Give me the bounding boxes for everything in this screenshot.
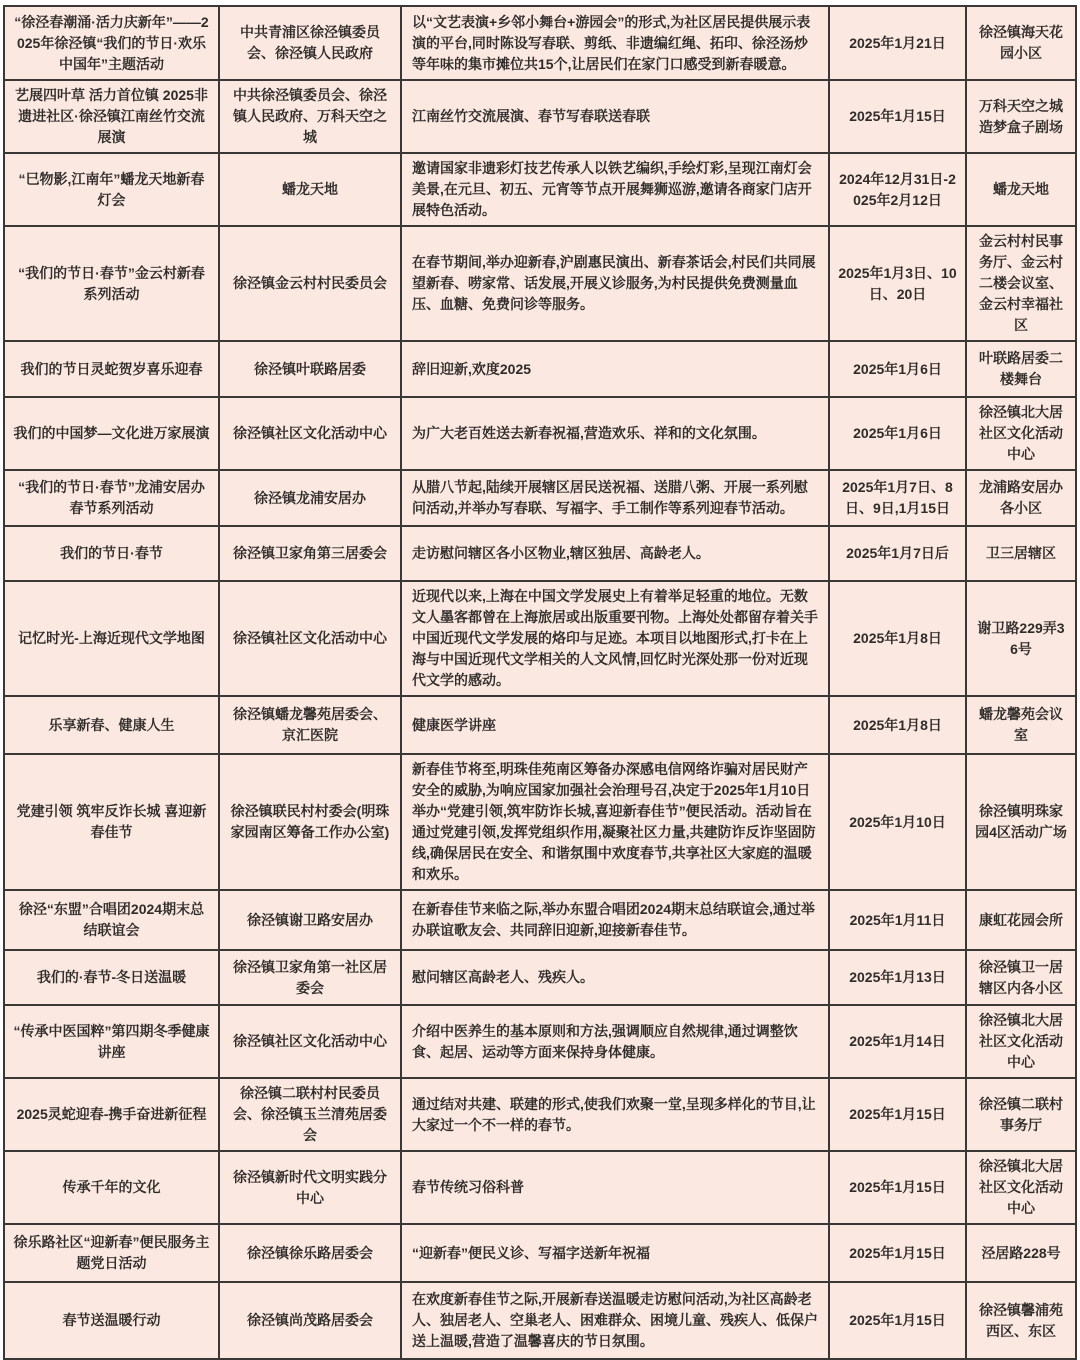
location-cell: 徐泾镇二联村事务厅 <box>966 1078 1076 1151</box>
content-cell: “迎新春”便民义诊、写福字送新年祝福 <box>401 1224 829 1282</box>
date-cell: 2025年1月6日 <box>829 341 966 397</box>
activity-cell: “我们的节日·春节”龙浦安居办春节系列活动 <box>4 470 219 526</box>
table-row <box>4 1282 1076 1359</box>
table-row <box>4 1151 1076 1224</box>
table-row <box>4 581 1076 696</box>
activity-cell: 春节送温暖行动 <box>4 1282 219 1359</box>
activity-cell: 艺展四叶草 活力首位镇 2025非遗进社区·徐泾镇江南丝竹交流展演 <box>4 80 219 153</box>
content-cell: 以“文艺表演+乡邻小舞台+游园会”的形式,为社区居民提供展示表演的平台,同时陈设写春联、剪纸、非遗编红绳、拓印、徐泾汤炒等年味的集市摊位共15个,让居民们在家门口感受到新春暖意。 <box>401 6 829 80</box>
table-row <box>4 80 1076 153</box>
table-row <box>4 950 1076 1005</box>
organizer-cell: 徐泾镇卫家角第一社区居委会 <box>219 950 401 1005</box>
table-row <box>4 1224 1076 1282</box>
organizer-cell: 徐泾镇龙浦安居办 <box>219 470 401 526</box>
table-row <box>4 696 1076 754</box>
content-cell: 介绍中医养生的基本原则和方法,强调顺应自然规律,通过调整饮食、起居、运动等方面来保持身体健康。 <box>401 1005 829 1078</box>
date-cell: 2025年1月15日 <box>829 1224 966 1282</box>
table-row <box>4 1005 1076 1078</box>
location-cell: 徐泾镇海天花园小区 <box>966 6 1076 80</box>
date-cell: 2025年1月8日 <box>829 696 966 754</box>
content-cell: 近现代以来,上海在中国文学发展史上有着举足轻重的地位。无数文人墨客都曾在上海旅居或出版重要刊物。上海处处都留存着关手中国近现代文学发展的烙印与足迹。本项目以地图形式,打卡在上海与中国近现代文学相关的人文风情,回忆时光深处那一份对近现代文学的感动。 <box>401 581 829 696</box>
content-cell: 从腊八节起,陆续开展辖区居民送祝福、送腊八粥、开展一系列慰问活动,并举办写春联、写福字、手工制作等系列迎春节活动。 <box>401 470 829 526</box>
activity-cell: 我们的节日·春节 <box>4 526 219 581</box>
events-table <box>3 5 1077 1360</box>
organizer-cell: 中共徐泾镇委员会、徐泾镇人民政府、万科天空之城 <box>219 80 401 153</box>
date-cell: 2025年1月8日 <box>829 581 966 696</box>
organizer-cell: 徐泾镇谢卫路安居办 <box>219 890 401 950</box>
table-row <box>4 1078 1076 1151</box>
date-cell: 2025年1月7日后 <box>829 526 966 581</box>
activity-cell: 党建引领 筑牢反诈长城 喜迎新春佳节 <box>4 754 219 890</box>
activity-cell: 2025灵蛇迎春-携手奋进新征程 <box>4 1078 219 1151</box>
table-row <box>4 754 1076 890</box>
location-cell: 谢卫路229弄36号 <box>966 581 1076 696</box>
date-cell: 2025年1月21日 <box>829 6 966 80</box>
organizer-cell: 徐泾镇叶联路居委 <box>219 341 401 397</box>
activity-cell: “徐泾春潮涌·活力庆新年”——2025年徐泾镇“我们的节日·欢乐中国年”主题活动 <box>4 6 219 80</box>
date-cell: 2025年1月7日、8日、9日,1月15日 <box>829 470 966 526</box>
location-cell: 卫三居辖区 <box>966 526 1076 581</box>
location-cell: 泾居路228号 <box>966 1224 1076 1282</box>
location-cell: 徐泾镇卫一居辖区内各小区 <box>966 950 1076 1005</box>
table-row <box>4 470 1076 526</box>
organizer-cell: 中共青浦区徐泾镇委员会、徐泾镇人民政府 <box>219 6 401 80</box>
organizer-cell: 徐泾镇二联村村民委员会、徐泾镇玉兰清苑居委会 <box>219 1078 401 1151</box>
table-row <box>4 341 1076 397</box>
organizer-cell: 徐泾镇尚茂路居委会 <box>219 1282 401 1359</box>
content-cell: 江南丝竹交流展演、春节写春联送春联 <box>401 80 829 153</box>
table-row <box>4 397 1076 470</box>
date-cell: 2025年1月15日 <box>829 80 966 153</box>
organizer-cell: 徐泾镇联民村村委会(明珠家园南区筹备工作办公室) <box>219 754 401 890</box>
content-cell: 在春节期间,举办迎新春,沪剧惠民演出、新春茶话会,村民们共同展望新春、唠家常、话发展,开展义诊服务,为村民提供免费测量血压、血糖、免费问诊等服务。 <box>401 226 829 341</box>
activity-cell: 记忆时光-上海近现代文学地图 <box>4 581 219 696</box>
organizer-cell: 徐泾镇社区文化活动中心 <box>219 397 401 470</box>
table-row <box>4 890 1076 950</box>
location-cell: 蟠龙馨苑会议室 <box>966 696 1076 754</box>
organizer-cell: 徐泾镇新时代文明实践分中心 <box>219 1151 401 1224</box>
content-cell: 在欢度新春佳节之际,开展新春送温暖走访慰问活动,为社区高龄老人、独居老人、空巢老人、困难群众、困境儿童、残疾人、低保户送上温暖,营造了温馨喜庆的节日氛围。 <box>401 1282 829 1359</box>
location-cell: 蟠龙天地 <box>966 153 1076 226</box>
activity-cell: 我们的节日灵蛇贺岁喜乐迎春 <box>4 341 219 397</box>
date-cell: 2025年1月11日 <box>829 890 966 950</box>
events-sheet <box>3 5 1075 1360</box>
date-cell: 2025年1月15日 <box>829 1078 966 1151</box>
activity-cell: 我们的·春节-冬日送温暖 <box>4 950 219 1005</box>
content-cell: 走访慰问辖区各小区物业,辖区独居、高龄老人。 <box>401 526 829 581</box>
organizer-cell: 蟠龙天地 <box>219 153 401 226</box>
activity-cell: 传承千年的文化 <box>4 1151 219 1224</box>
activity-cell: 我们的中国梦—文化进万家展演 <box>4 397 219 470</box>
content-cell: 健康医学讲座 <box>401 696 829 754</box>
table-row <box>4 153 1076 226</box>
activity-cell: “我们的节日·春节”金云村新春系列活动 <box>4 226 219 341</box>
date-cell: 2025年1月15日 <box>829 1151 966 1224</box>
content-cell: 通过结对共建、联建的形式,使我们欢聚一堂,呈现多样化的节目,让大家过一个不一样的春节。 <box>401 1078 829 1151</box>
date-cell: 2025年1月15日 <box>829 1282 966 1359</box>
organizer-cell: 徐泾镇社区文化活动中心 <box>219 581 401 696</box>
location-cell: 徐泾镇北大居社区文化活动中心 <box>966 397 1076 470</box>
content-cell: 邀请国家非遗彩灯技艺传承人以铁艺编织,手绘灯彩,呈现江南灯会美景,在元旦、初五、元宵等节点开展舞狮巡游,邀请各商家门店开展特色活动。 <box>401 153 829 226</box>
content-cell: 新春佳节将至,明珠佳苑南区筹备办深感电信网络诈骗对居民财产安全的威胁,为响应国家加强社会治理号召,决定于2025年1月10日举办“党建引领,筑牢防诈长城,喜迎新春佳节”便民活动。活动旨在通过党建引领,发挥党组织作用,凝聚社区力量,共建防诈反诈坚固防线,确保居民在安全、和谐氛围中欢度春节,共享社区大家庭的温暖和欢乐。 <box>401 754 829 890</box>
date-cell: 2025年1月10日 <box>829 754 966 890</box>
date-cell: 2025年1月3日、10日、20日 <box>829 226 966 341</box>
location-cell: 徐泾镇明珠家园4区活动广场 <box>966 754 1076 890</box>
location-cell: 康虹花园会所 <box>966 890 1076 950</box>
date-cell: 2025年1月14日 <box>829 1005 966 1078</box>
organizer-cell: 徐泾镇金云村村民委员会 <box>219 226 401 341</box>
activity-cell: 徐泾“东盟”合唱团2024期末总结联谊会 <box>4 890 219 950</box>
content-cell: 为广大老百姓送去新春祝福,营造欢乐、祥和的文化氛围。 <box>401 397 829 470</box>
date-cell: 2025年1月6日 <box>829 397 966 470</box>
date-cell: 2025年1月13日 <box>829 950 966 1005</box>
content-cell: 慰问辖区高龄老人、残疾人。 <box>401 950 829 1005</box>
location-cell: 徐泾镇北大居社区文化活动中心 <box>966 1151 1076 1224</box>
activity-cell: “传承中医国粹”第四期冬季健康讲座 <box>4 1005 219 1078</box>
table-row <box>4 6 1076 80</box>
table-row <box>4 226 1076 341</box>
location-cell: 徐泾镇馨浦苑西区、东区 <box>966 1282 1076 1359</box>
activity-cell: “巳物影,江南年”蟠龙天地新春灯会 <box>4 153 219 226</box>
activity-cell: 徐乐路社区“迎新春”便民服务主题党日活动 <box>4 1224 219 1282</box>
organizer-cell: 徐泾镇社区文化活动中心 <box>219 1005 401 1078</box>
location-cell: 徐泾镇北大居社区文化活动中心 <box>966 1005 1076 1078</box>
events-table-body <box>4 6 1076 1359</box>
organizer-cell: 徐泾镇蟠龙馨苑居委会、京汇医院 <box>219 696 401 754</box>
location-cell: 龙浦路安居办各小区 <box>966 470 1076 526</box>
table-row <box>4 526 1076 581</box>
location-cell: 万科天空之城造梦盒子剧场 <box>966 80 1076 153</box>
date-cell: 2024年12月31日-2025年2月12日 <box>829 153 966 226</box>
content-cell: 在新春佳节来临之际,举办东盟合唱团2024期末总结联谊会,通过举办联谊歌友会、共同辞旧迎新,迎接新春佳节。 <box>401 890 829 950</box>
activity-cell: 乐享新春、健康人生 <box>4 696 219 754</box>
content-cell: 辞旧迎新,欢度2025 <box>401 341 829 397</box>
location-cell: 金云村村民事务厅、金云村二楼会议室、金云村幸福社区 <box>966 226 1076 341</box>
location-cell: 叶联路居委二楼舞台 <box>966 341 1076 397</box>
organizer-cell: 徐泾镇卫家角第三居委会 <box>219 526 401 581</box>
organizer-cell: 徐泾镇徐乐路居委会 <box>219 1224 401 1282</box>
content-cell: 春节传统习俗科普 <box>401 1151 829 1224</box>
